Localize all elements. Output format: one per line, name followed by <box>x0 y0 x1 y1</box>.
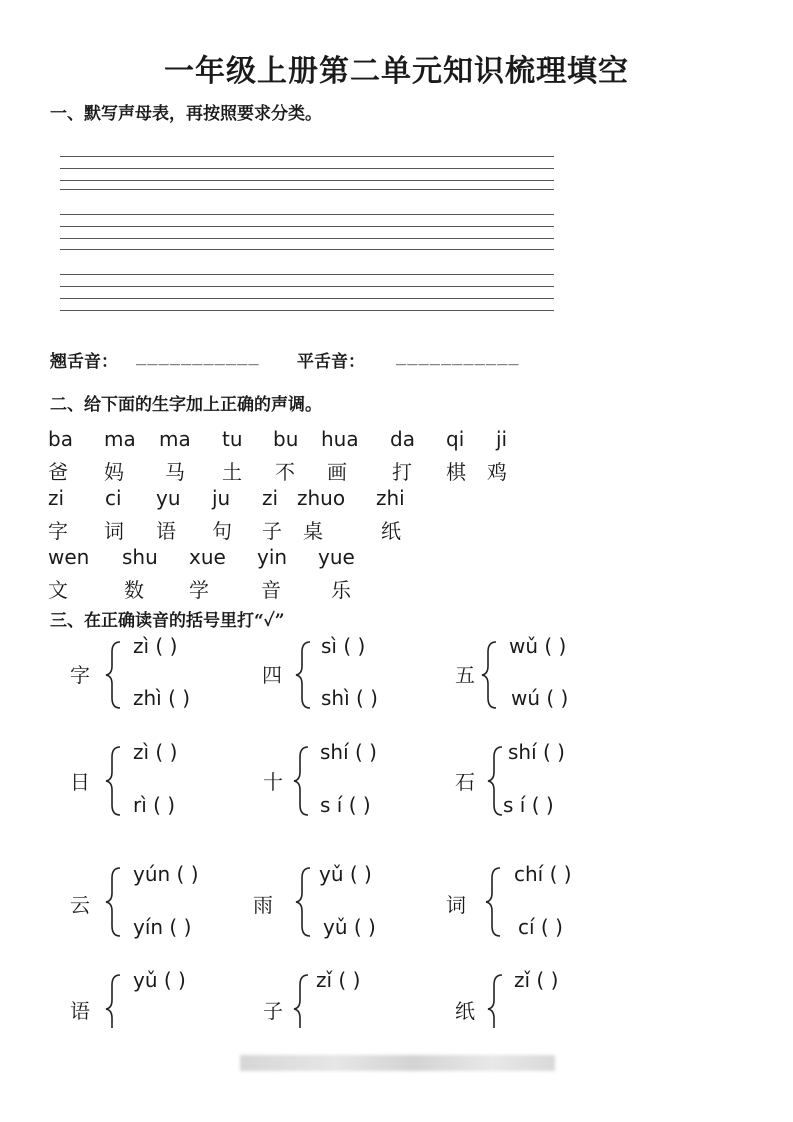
hanzi-da: 打 <box>392 460 412 484</box>
hanzi-ma-horse: 马 <box>165 460 185 484</box>
writing-line <box>60 286 554 287</box>
question-char: 十 <box>263 770 283 794</box>
question-char: 纸 <box>455 999 475 1023</box>
hanzi-ma: 妈 <box>104 460 124 484</box>
pinyin-option[interactable]: wú ( ) <box>511 686 569 710</box>
writing-line <box>60 226 554 227</box>
hanzi-shu: 数 <box>124 578 144 602</box>
hanzi-xue: 学 <box>189 578 209 602</box>
question-char: 五 <box>455 663 475 687</box>
hanzi-ju: 句 <box>212 519 232 543</box>
question-char: 词 <box>446 893 466 917</box>
brace-icon <box>104 866 124 938</box>
pinyin-option[interactable]: chí ( ) <box>514 862 572 886</box>
pinyin-option[interactable]: cí ( ) <box>518 915 563 939</box>
pinyin-option[interactable]: zǐ ( ) <box>316 968 361 992</box>
section3-heading: 三、在正确读音的括号里打“✓” <box>50 611 285 631</box>
pinyin-option[interactable]: zì ( ) <box>133 740 178 764</box>
writing-line <box>60 189 554 190</box>
qiaoshe-label: 翘舌音： <box>50 352 118 372</box>
section1-heading: 一、默写声母表，再按照要求分类。 <box>50 104 322 124</box>
writing-line <box>60 274 554 275</box>
question-char: 字 <box>70 663 90 687</box>
qiaoshe-blank[interactable]: ___________ <box>136 346 260 366</box>
pinyin-yue: yue <box>318 545 355 569</box>
pinyin-option[interactable]: shí ( ) <box>320 740 377 764</box>
pinyin-ji: ji <box>496 427 508 451</box>
pinyin-option[interactable]: yún ( ) <box>133 862 199 886</box>
question-char: 日 <box>70 770 90 794</box>
section2-heading: 二、给下面的生字加上正确的声调。 <box>50 395 322 415</box>
pinyin-yu: yu <box>156 486 181 510</box>
hanzi-hua: 画 <box>327 460 347 484</box>
question-char: 子 <box>263 999 283 1023</box>
pinyin-ci: ci <box>105 486 122 510</box>
pinyin-ba: ba <box>48 427 73 451</box>
hanzi-tu: 土 <box>222 460 242 484</box>
hanzi-bu: 不 <box>275 460 295 484</box>
pinyin-option[interactable]: shí ( ) <box>508 740 565 764</box>
hanzi-yu: 语 <box>156 519 176 543</box>
pinyin-xue: xue <box>189 545 226 569</box>
pinyin-tu: tu <box>222 427 243 451</box>
page-cutoff <box>0 1028 793 1122</box>
pinyin-ju: ju <box>212 486 231 510</box>
pinyin-option[interactable]: shì ( ) <box>321 686 378 710</box>
writing-line <box>60 156 554 157</box>
brace-icon <box>484 866 504 938</box>
brace-icon <box>104 640 124 710</box>
pinyin-zi: zi <box>48 486 65 510</box>
pinyin-qi: qi <box>446 427 465 451</box>
pinyin-option[interactable]: yín ( ) <box>133 915 192 939</box>
writing-line <box>60 249 554 250</box>
pinyin-option[interactable]: yǔ ( ) <box>133 968 186 992</box>
page-title: 一年级上册第二单元知识梳理填空 <box>164 54 629 89</box>
writing-line <box>60 214 554 215</box>
pinyin-option[interactable]: sì ( ) <box>321 634 366 658</box>
pinyin-option[interactable]: yǔ ( ) <box>323 915 376 939</box>
pinyin-option[interactable]: s í ( ) <box>320 793 371 817</box>
pinyin-zhi: zhi <box>376 486 405 510</box>
pinyin-option[interactable]: wǔ ( ) <box>509 634 567 658</box>
brace-icon <box>480 640 500 710</box>
pinyin-option[interactable]: yǔ ( ) <box>319 862 372 886</box>
pinyin-zi: zi <box>262 486 279 510</box>
hanzi-zhi: 纸 <box>381 519 401 543</box>
question-char: 雨 <box>253 893 273 917</box>
brace-icon <box>292 745 312 817</box>
pinyin-hua: hua <box>321 427 359 451</box>
pinyin-option[interactable]: rì ( ) <box>133 793 176 817</box>
question-char: 云 <box>70 893 90 917</box>
writing-line <box>60 168 554 169</box>
writing-line <box>60 310 554 311</box>
hanzi-zi-child: 子 <box>262 519 282 543</box>
hanzi-zi: 字 <box>48 519 68 543</box>
blurred-watermark <box>240 1055 555 1071</box>
hanzi-ci: 词 <box>104 519 124 543</box>
pinyin-da: da <box>390 427 415 451</box>
brace-icon <box>294 866 314 938</box>
brace-icon <box>294 640 314 710</box>
pingshe-label: 平舌音： <box>297 352 365 372</box>
hanzi-yue: 乐 <box>331 578 351 602</box>
hanzi-ba: 爸 <box>48 460 68 484</box>
pinyin-shu: shu <box>122 545 158 569</box>
pinyin-ma: ma <box>104 427 136 451</box>
pingshe-blank[interactable]: ___________ <box>396 346 520 366</box>
pinyin-wen: wen <box>48 545 90 569</box>
pinyin-option[interactable]: zhì ( ) <box>133 686 191 710</box>
pinyin-option[interactable]: s í ( ) <box>503 793 554 817</box>
pinyin-option[interactable]: zǐ ( ) <box>514 968 559 992</box>
pinyin-option[interactable]: zì ( ) <box>133 634 178 658</box>
question-char: 石 <box>455 770 475 794</box>
hanzi-wen: 文 <box>48 578 68 602</box>
writing-line <box>60 180 554 181</box>
pinyin-yin: yin <box>257 545 288 569</box>
brace-icon <box>104 745 124 817</box>
hanzi-ji: 鸡 <box>487 460 507 484</box>
writing-line <box>60 238 554 239</box>
question-char: 语 <box>70 999 90 1023</box>
pinyin-ma: ma <box>159 427 191 451</box>
hanzi-yin: 音 <box>261 578 281 602</box>
pinyin-bu: bu <box>273 427 299 451</box>
hanzi-qi: 棋 <box>446 460 466 484</box>
question-char: 四 <box>262 663 282 687</box>
pinyin-zhuo: zhuo <box>297 486 346 510</box>
hanzi-zhuo: 桌 <box>303 519 323 543</box>
writing-line <box>60 298 554 299</box>
